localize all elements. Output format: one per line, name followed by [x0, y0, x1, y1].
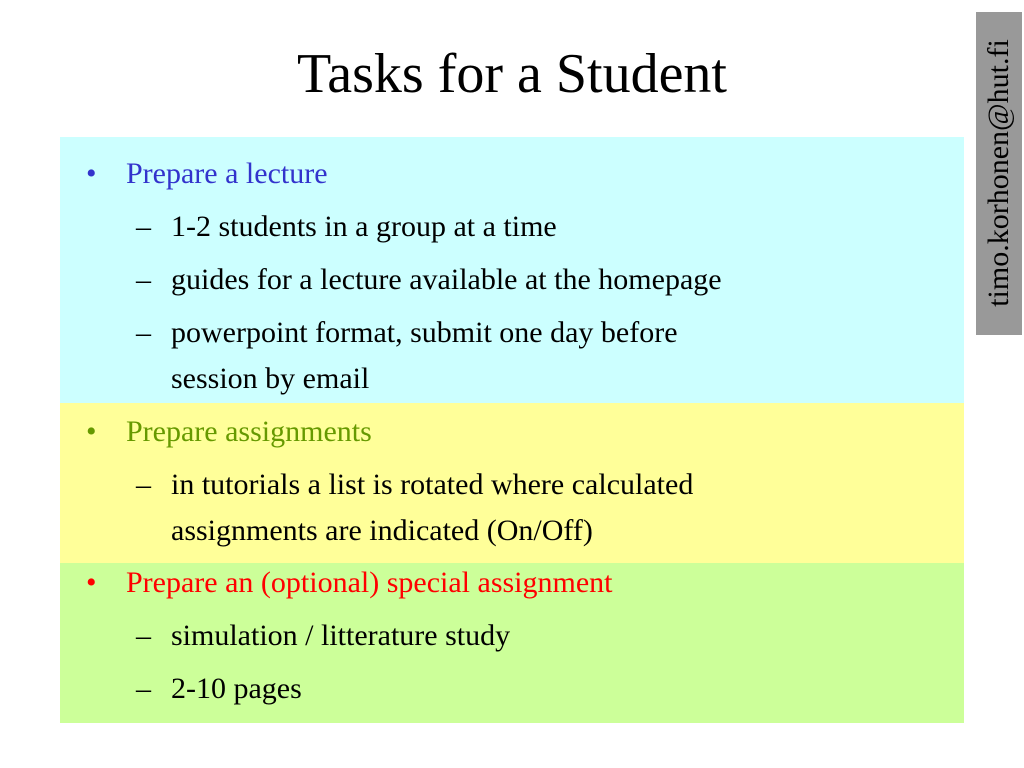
- sub-item-text: assignments are indicated (On/Off): [171, 514, 593, 547]
- dash-marker: –: [136, 210, 151, 243]
- sub-item-text: guides for a lecture available at the homepage: [171, 263, 722, 296]
- section-special-assignment: [60, 563, 964, 723]
- bullet-marker: •: [86, 415, 97, 448]
- dash-marker: –: [136, 672, 151, 705]
- sub-item-text: 2-10 pages: [171, 672, 302, 705]
- bullet-marker: •: [86, 157, 97, 190]
- dash-marker: –: [136, 316, 151, 349]
- author-email: timo.korhonen@hut.fi: [982, 39, 1015, 307]
- side-tab: [976, 12, 1022, 335]
- section-prepare-lecture: [60, 137, 964, 403]
- sub-item-text: simulation / litterature study: [171, 619, 511, 652]
- dash-marker: –: [136, 263, 151, 296]
- bullet-marker: •: [86, 566, 97, 599]
- sub-item-text: in tutorials a list is rotated where calculated: [171, 468, 694, 501]
- dash-marker: –: [136, 619, 151, 652]
- sub-item-text: session by email: [171, 362, 370, 395]
- bullet-heading: Prepare a lecture: [126, 157, 328, 190]
- bullet-heading: Prepare assignments: [126, 415, 372, 448]
- section-prepare-assignments: [60, 403, 964, 563]
- sub-item-text: powerpoint format, submit one day before: [171, 316, 678, 349]
- dash-marker: –: [136, 468, 151, 501]
- sub-item-text: 1-2 students in a group at a time: [171, 210, 557, 243]
- bullet-heading: Prepare an (optional) special assignment: [126, 566, 613, 599]
- slide-title: Tasks for a Student: [296, 43, 727, 105]
